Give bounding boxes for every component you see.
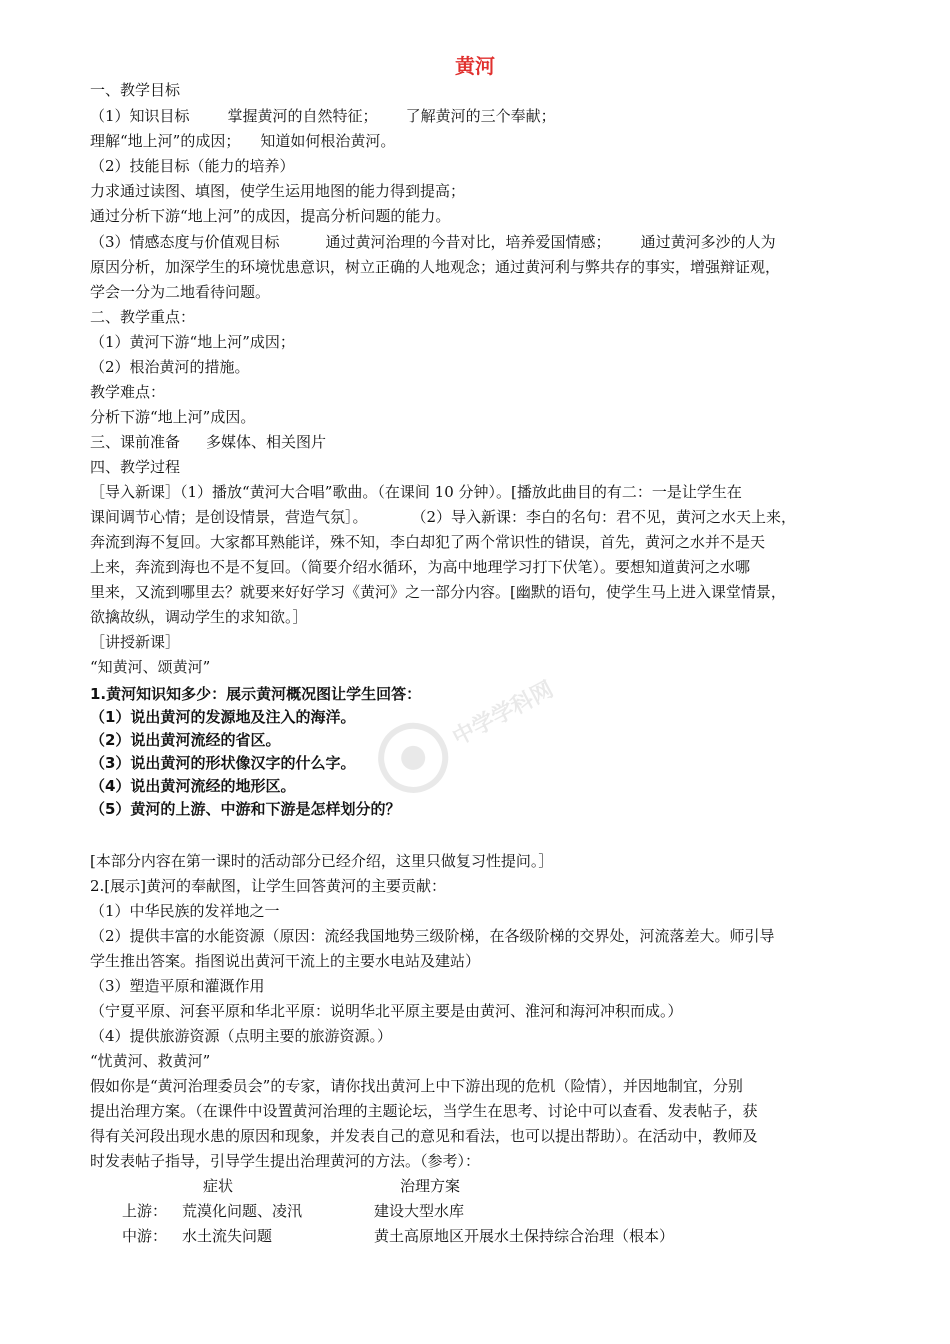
knowledge-objective-line [90, 106, 556, 126]
question-item: （4）说出黄河流经的地形区。 [90, 777, 296, 795]
knowledge-item: 掌握黄河的自然特征； [227, 107, 378, 125]
question-item: （3）说出黄河的形状像汉字的什么字。 [90, 754, 356, 772]
theme-heading: “忧黄河、救黄河” [90, 1052, 211, 1070]
table-row-plan: 建设大型水库 [374, 1202, 465, 1220]
watermark-text: 中学学科网 [448, 677, 558, 751]
preparation-line [90, 432, 326, 452]
activity-paragraph-line: 得有关河段出现水患的原因和现象，并发表自己的意见和看法，也可以提出帮助）。在活动中，教师及 [90, 1127, 758, 1145]
emotion-label: （3）情感态度与价值观目标 [90, 233, 280, 251]
page-title: 黄河 [455, 54, 495, 78]
question-heading: 1.黄河知识知多少：展示黄河概况图让学生回答： [90, 685, 422, 703]
contribution-note: （宁夏平原、河套平原和华北平原：说明华北平原主要是由黄河、淮河和海河冲积而成。） [90, 1002, 683, 1020]
table-header-symptom: 症状 [203, 1177, 234, 1195]
contribution-item: （4）提供旅游资源（点明主要的旅游资源。） [90, 1027, 393, 1045]
knowledge-item: 知道如何根治黄河。 [260, 132, 396, 150]
knowledge-objective-line-2 [90, 131, 395, 151]
emotion-objective-line [90, 232, 776, 252]
emotion-objective-line: 原因分析，加深学生的环境忧患意识，树立正确的人地观念；通过黄河利与弊共存的事实，增强辩证观， [90, 258, 781, 276]
table-row-segment: 上游： [122, 1202, 168, 1220]
question-item: （1）说出黄河的发源地及注入的海洋。 [90, 708, 356, 726]
intro-paragraph-line [90, 507, 796, 527]
emotion-item: 通过黄河治理的今昔对比，培养爱国情感； [325, 233, 611, 251]
skill-objective-line: 通过分析下游“地上河”的成因，提高分析问题的能力。 [90, 207, 451, 225]
contribution-item: （3）塑造平原和灌溉作用 [90, 977, 265, 995]
table-header-plan: 治理方案 [400, 1177, 461, 1195]
key-point-item: （2）根治黄河的措施。 [90, 358, 250, 376]
knowledge-label: （1）知识目标 [90, 107, 190, 125]
key-point-item: （1）黄河下游“地上河”成因； [90, 333, 295, 351]
table-row-symptom: 荒漠化问题、凌汛 [182, 1202, 303, 1220]
knowledge-item: 了解黄河的三个奉献； [405, 107, 556, 125]
contribution-item: （2）提供丰富的水能资源（原因：流经我国地势三级阶梯，在各级阶梯的交界处，河流落差大。师引导 [90, 927, 775, 945]
intro-paragraph-line: ［导入新课］（1）播放“黄河大合唱”歌曲。（在课间 10 分钟）。[播放此曲目的有二：一是让学生在 [90, 483, 742, 501]
activity-paragraph-line: 假如你是“黄河治理委员会”的专家，请你找出黄河上中下游出现的危机（险情），并因地制宜，分别 [90, 1077, 743, 1095]
intro-paragraph-line: 里来，又流到哪里去？就要来好好学习《黄河》之一部分内容。[幽默的语句，使学生马上进入课堂情景， [90, 583, 786, 601]
preparation-value: 多媒体、相关图片 [206, 433, 327, 451]
table-row-segment: 中游： [122, 1227, 168, 1245]
preparation-label: 三、课前准备 [90, 433, 181, 451]
intro-paragraph-line: 欲擒故纵，调动学生的求知欲。］ [90, 608, 308, 626]
skill-objective-label: （2）技能目标（能力的培养） [90, 157, 295, 175]
question-item: （2）说出黄河流经的省区。 [90, 731, 281, 749]
activity-paragraph-line: 提出治理方案。（在课件中设置黄河治理的主题论坛，当学生在思考、讨论中可以查看、发表帖子，获 [90, 1102, 758, 1120]
emotion-item: 通过黄河多沙的人为 [640, 233, 776, 251]
intro-text: （2）导入新课：李白的名句：君不见，黄河之水天上来， [411, 508, 797, 526]
section-heading-objectives: 一、教学目标 [90, 81, 181, 99]
theme-heading: “知黄河、颂黄河” [90, 658, 211, 676]
section-heading-process: 四、教学过程 [90, 458, 181, 476]
review-note: [本部分内容在第一课时的活动部分已经介绍，这里只做复习性提问。］ [90, 852, 554, 870]
table-row-symptom: 水土流失问题 [182, 1227, 273, 1245]
intro-text: 课间调节心情；是创设情景，营造气氛］。 [90, 508, 368, 526]
intro-paragraph-line: 奔流到海不复回。大家都耳熟能详，殊不知，李白却犯了两个常识性的错误，首先，黄河之水并不是天 [90, 533, 766, 551]
emotion-objective-line: 学会一分为二地看待问题。 [90, 283, 271, 301]
teach-label: ［讲授新课］ [90, 633, 181, 651]
intro-paragraph-line: 上来，奔流到海也不是不复回。（简要介绍水循环，为高中地理学习打下伏笔）。要想知道黄河之水哪 [90, 558, 751, 576]
section-heading-key-points: 二、教学重点： [90, 308, 196, 326]
activity-paragraph-line: 时发表帖子指导，引导学生提出治理黄河的方法。（参考）： [90, 1152, 481, 1170]
contribution-item: 学生推出答案。指图说出黄河干流上的主要水电站及建站） [90, 952, 481, 970]
contribution-item: （1）中华民族的发祥地之一 [90, 902, 280, 920]
table-row-plan: 黄土高原地区开展水土保持综合治理（根本） [374, 1227, 675, 1245]
question-item: （5）黄河的上游、中游和下游是怎样划分的？ [90, 800, 401, 818]
skill-objective-line: 力求通过读图、填图，使学生运用地图的能力得到提高； [90, 182, 466, 200]
knowledge-item: 理解“地上河”的成因； [90, 132, 241, 150]
difficulty-label: 教学难点： [90, 383, 166, 401]
contribution-heading: 2.[展示]黄河的奉献图，让学生回答黄河的主要贡献： [90, 877, 447, 895]
difficulty-item: 分析下游“地上河”成因。 [90, 408, 256, 426]
